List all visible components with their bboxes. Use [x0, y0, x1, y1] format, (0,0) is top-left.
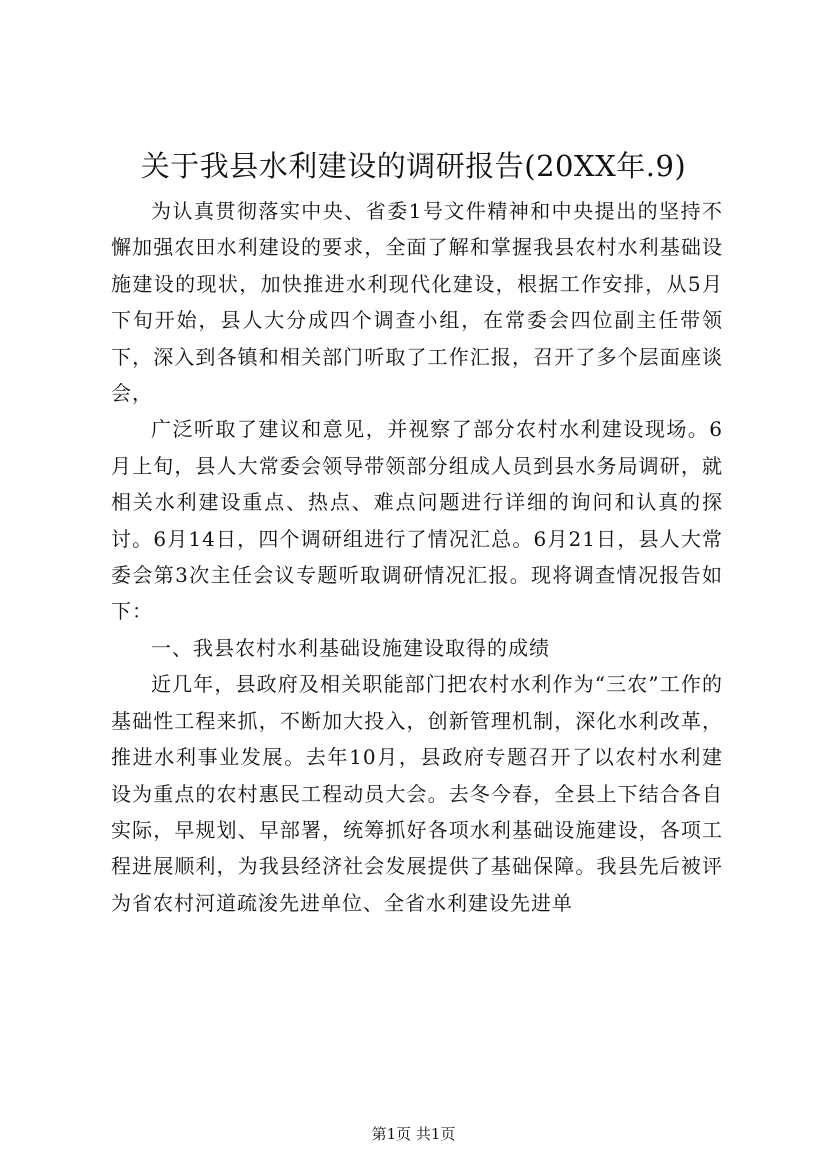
paragraph-intro: 为认真贯彻落实中央、省委1号文件精神和中央提出的坚持不懈加强农田水利建设的要求，全面了解和掌握我县农村水利基础设施建设的现状，加快推进水利现代化建设，根据工作安排，从5月下旬开始，县人大分成四个调查小组，在常委会四位副主任带领下，深入到各镇和相关部门听取了工作汇报，召开了多个层面座谈会， — [111, 199, 723, 406]
section-heading-achievements: 一、我县农村水利基础设施建设取得的成绩 — [151, 635, 550, 660]
paragraph-achievements: 近几年，县政府及相关职能部门把农村水利作为“三农”工作的基础性工程来抓，不断加大投入，创新管理机制，深化水利改革，推进水利事业发展。去年10月，县政府专题召开了以农村水利建设为重点的农村惠民工程动员大会。去冬今春，全县上下结合各自实际，早规划、早部署，统筹抓好各项水利基础设施建设，各项工程进展顺利，为我县经济社会发展提供了基础保障。我县先后被评为省农村河道疏浚先进单位、全省水利建设先进单 — [111, 672, 723, 915]
document-title: 关于我县水利建设的调研报告(20XX年.9) — [140, 149, 687, 183]
page-number-footer: 第1页 共1页 — [371, 1125, 456, 1143]
paragraph-investigation: 广泛听取了建议和意见，并视察了部分农村水利建设现场。6月上旬，县人大常委会领导带领部分组成人员到县水务局调研，就相关水利建设重点、热点、难点问题进行详细的询问和认真的探讨。6月14日，四个调研组进行了情况汇总。6月21日，县人大常委会第3次主任会议专题听取调研情况汇报。现将调查情况报告如下： — [111, 417, 723, 624]
document-body — [111, 193, 723, 921]
